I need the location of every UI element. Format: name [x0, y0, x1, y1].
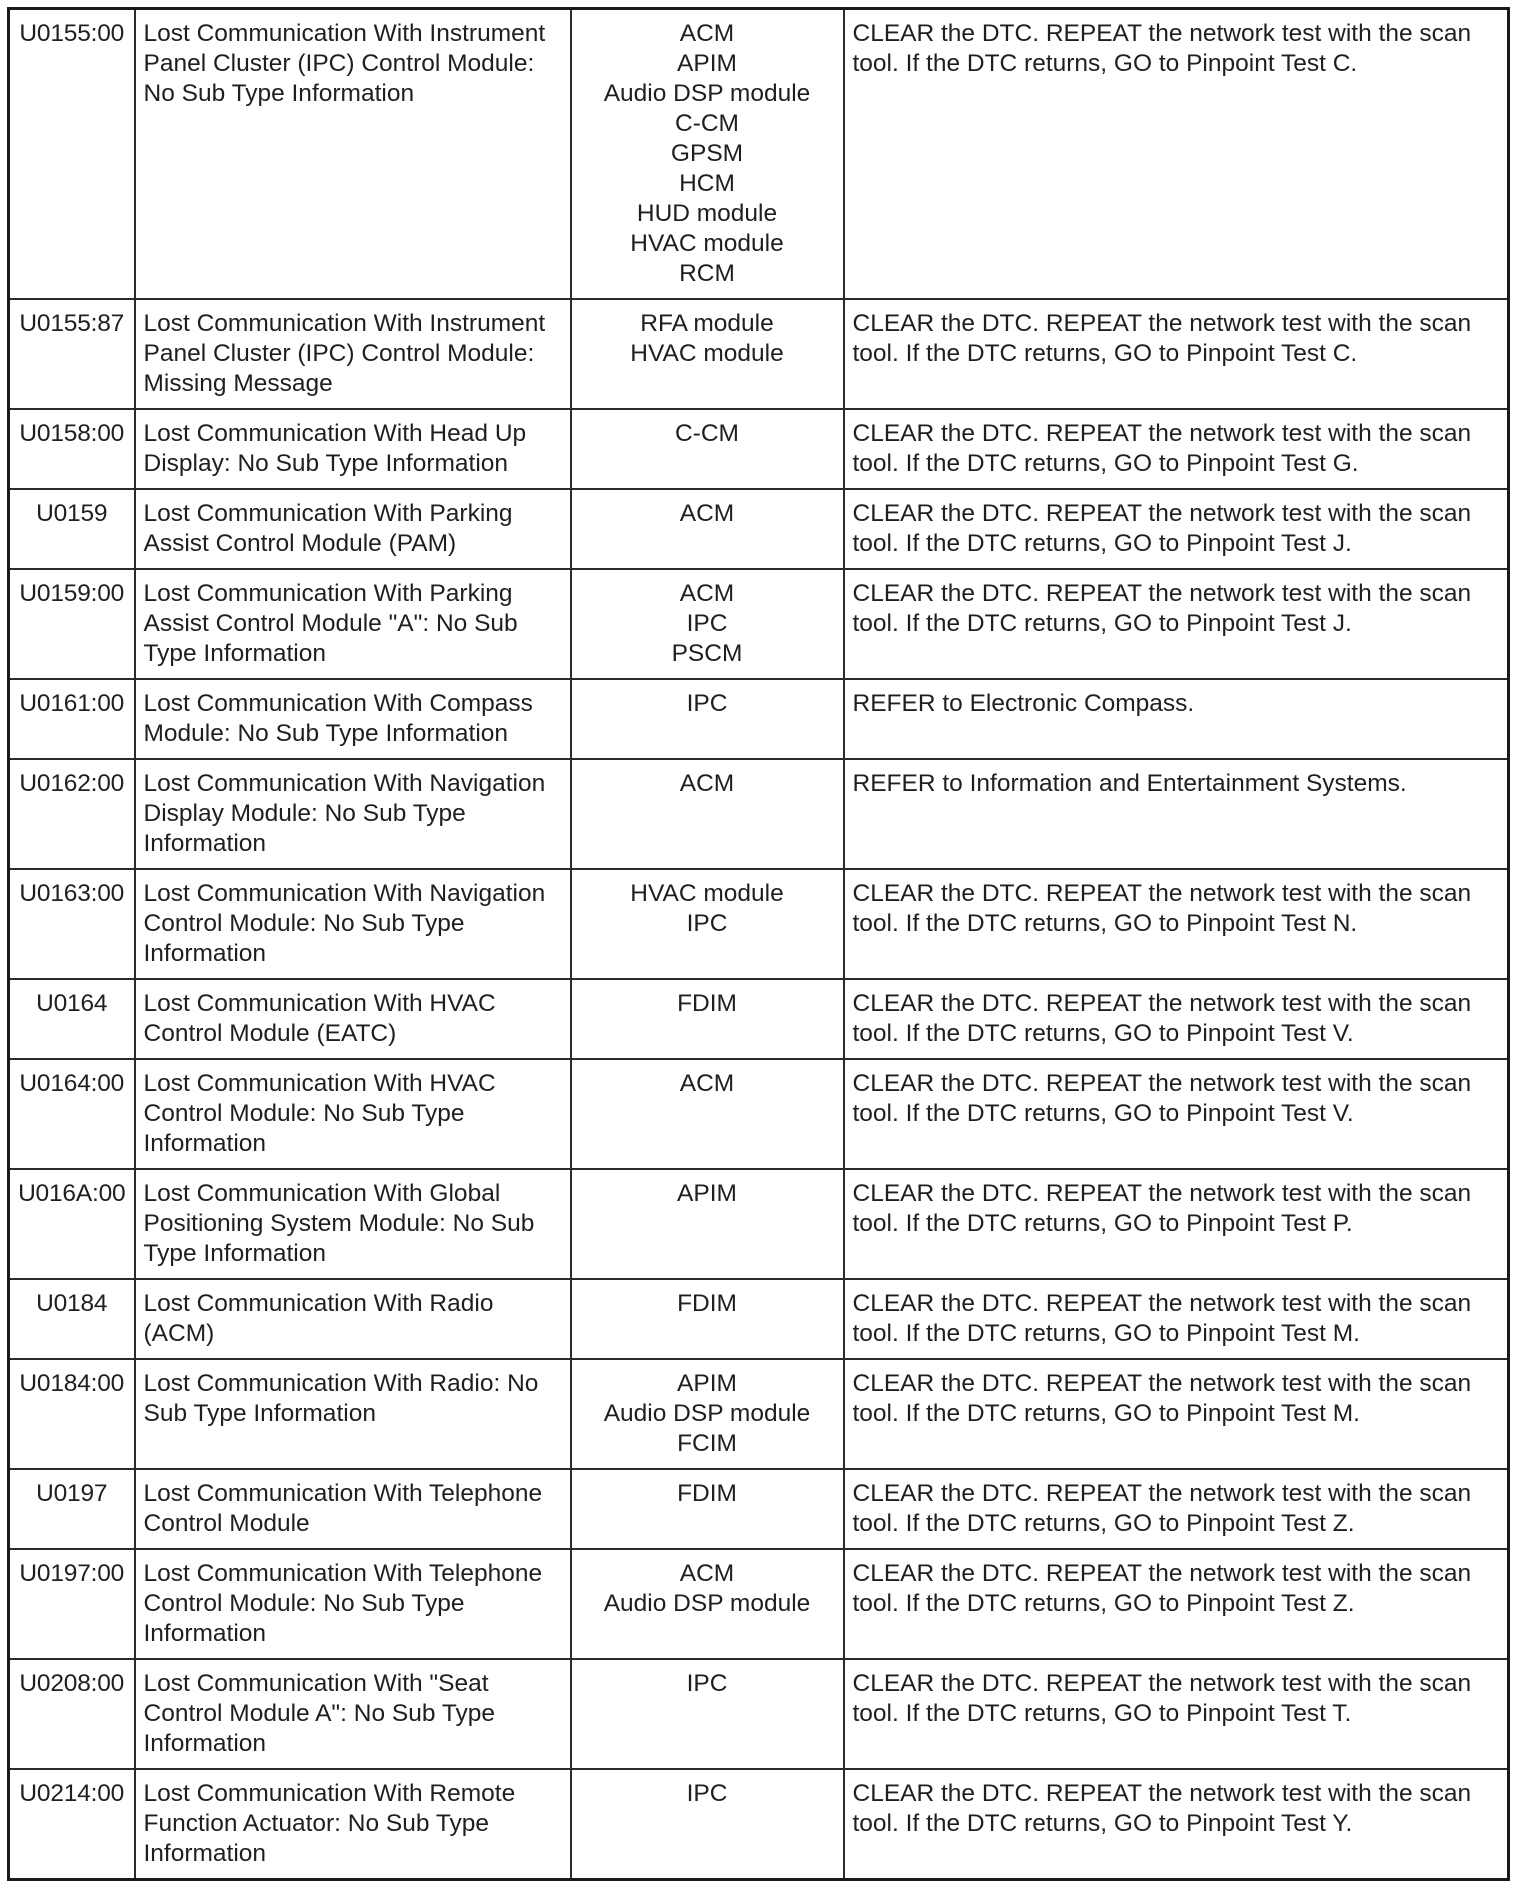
action-cell: CLEAR the DTC. REPEAT the network test with the scan tool. If the DTC returns, GO to Pinpoint Test J.	[844, 489, 1509, 569]
action-cell: CLEAR the DTC. REPEAT the network test with the scan tool. If the DTC returns, GO to Pinpoint Test C.	[844, 299, 1509, 409]
module-name: IPC	[686, 690, 728, 717]
module-name: PSCM	[671, 640, 743, 667]
module-name: ACM	[679, 500, 735, 527]
action-cell: REFER to Electronic Compass.	[844, 679, 1509, 759]
table-row	[9, 979, 1509, 1059]
action-cell: CLEAR the DTC. REPEAT the network test with the scan tool. If the DTC returns, GO to Pinpoint Test Z.	[844, 1469, 1509, 1549]
modules-cell	[571, 299, 844, 409]
action-cell: CLEAR the DTC. REPEAT the network test with the scan tool. If the DTC returns, GO to Pinpoint Test T.	[844, 1659, 1509, 1769]
module-name: FCIM	[677, 1430, 737, 1457]
dtc-description-cell: Lost Communication With Radio: No Sub Type Information	[135, 1359, 571, 1469]
action-cell: CLEAR the DTC. REPEAT the network test with the scan tool. If the DTC returns, GO to Pinpoint Test V.	[844, 1059, 1509, 1169]
module-name: APIM	[677, 50, 737, 77]
modules-cell	[571, 1659, 844, 1769]
dtc-code-cell: U0163:00	[9, 869, 135, 979]
dtc-code-cell: U0208:00	[9, 1659, 135, 1769]
table-row	[9, 9, 1509, 300]
action-cell: CLEAR the DTC. REPEAT the network test with the scan tool. If the DTC returns, GO to Pinpoint Test M.	[844, 1359, 1509, 1469]
dtc-code-cell: U0184	[9, 1279, 135, 1359]
dtc-code-cell: U0155:00	[9, 9, 135, 300]
module-name: APIM	[677, 1180, 737, 1207]
dtc-description-cell: Lost Communication With Global Positioning System Module: No Sub Type Information	[135, 1169, 571, 1279]
module-name: IPC	[686, 1780, 728, 1807]
modules-cell	[571, 1169, 844, 1279]
module-name: HVAC module	[630, 880, 784, 907]
module-name: IPC	[686, 1670, 728, 1697]
dtc-code-cell: U016A:00	[9, 1169, 135, 1279]
dtc-description-cell: Lost Communication With Parking Assist Control Module (PAM)	[135, 489, 571, 569]
modules-cell	[571, 1279, 844, 1359]
modules-cell	[571, 489, 844, 569]
action-cell: CLEAR the DTC. REPEAT the network test with the scan tool. If the DTC returns, GO to Pinpoint Test P.	[844, 1169, 1509, 1279]
modules-cell	[571, 1769, 844, 1880]
dtc-description-cell: Lost Communication With Parking Assist Control Module "A": No Sub Type Information	[135, 569, 571, 679]
action-cell: CLEAR the DTC. REPEAT the network test with the scan tool. If the DTC returns, GO to Pinpoint Test Z.	[844, 1549, 1509, 1659]
module-name: Audio DSP module	[603, 1590, 811, 1617]
module-name: ACM	[679, 770, 735, 797]
module-name: RFA module	[640, 310, 774, 337]
module-name: IPC	[686, 910, 728, 937]
modules-cell	[571, 679, 844, 759]
table-row	[9, 1659, 1509, 1769]
module-name: FDIM	[677, 1480, 737, 1507]
action-cell: CLEAR the DTC. REPEAT the network test with the scan tool. If the DTC returns, GO to Pinpoint Test J.	[844, 569, 1509, 679]
dtc-description-cell: Lost Communication With Compass Module: No Sub Type Information	[135, 679, 571, 759]
module-name: C-CM	[675, 420, 739, 447]
module-name: HCM	[679, 170, 735, 197]
dtc-code-cell: U0197	[9, 1469, 135, 1549]
modules-cell	[571, 869, 844, 979]
table-row	[9, 1469, 1509, 1549]
dtc-table	[7, 7, 1510, 1881]
table-row	[9, 1059, 1509, 1169]
dtc-code-cell: U0164	[9, 979, 135, 1059]
modules-cell	[571, 569, 844, 679]
table-row	[9, 1549, 1509, 1659]
module-name: ACM	[679, 20, 735, 47]
module-name: FDIM	[677, 1290, 737, 1317]
table-row	[9, 489, 1509, 569]
dtc-description-cell: Lost Communication With Radio (ACM)	[135, 1279, 571, 1359]
modules-cell	[571, 1549, 844, 1659]
modules-cell	[571, 1059, 844, 1169]
dtc-description-cell: Lost Communication With "Seat Control Module A": No Sub Type Information	[135, 1659, 571, 1769]
dtc-description-cell: Lost Communication With Head Up Display: No Sub Type Information	[135, 409, 571, 489]
table-row	[9, 409, 1509, 489]
module-name: RCM	[679, 260, 735, 287]
table-row	[9, 759, 1509, 869]
dtc-description-cell: Lost Communication With Remote Function Actuator: No Sub Type Information	[135, 1769, 571, 1880]
dtc-code-cell: U0155:87	[9, 299, 135, 409]
table-row	[9, 1279, 1509, 1359]
table-row	[9, 1169, 1509, 1279]
dtc-description-cell: Lost Communication With HVAC Control Module (EATC)	[135, 979, 571, 1059]
dtc-description-cell: Lost Communication With Navigation Display Module: No Sub Type Information	[135, 759, 571, 869]
modules-cell	[571, 979, 844, 1059]
modules-cell	[571, 9, 844, 300]
dtc-description-cell: Lost Communication With HVAC Control Module: No Sub Type Information	[135, 1059, 571, 1169]
module-name: ACM	[679, 580, 735, 607]
dtc-description-cell: Lost Communication With Telephone Control Module: No Sub Type Information	[135, 1549, 571, 1659]
module-name: APIM	[677, 1370, 737, 1397]
module-name: FDIM	[677, 990, 737, 1017]
action-cell: CLEAR the DTC. REPEAT the network test with the scan tool. If the DTC returns, GO to Pinpoint Test G.	[844, 409, 1509, 489]
action-cell: REFER to Information and Entertainment Systems.	[844, 759, 1509, 869]
action-cell: CLEAR the DTC. REPEAT the network test with the scan tool. If the DTC returns, GO to Pinpoint Test Y.	[844, 1769, 1509, 1880]
module-name: C-CM	[675, 110, 739, 137]
table-row	[9, 1769, 1509, 1880]
module-name: HUD module	[636, 200, 778, 227]
action-cell: CLEAR the DTC. REPEAT the network test with the scan tool. If the DTC returns, GO to Pinpoint Test N.	[844, 869, 1509, 979]
dtc-description-cell: Lost Communication With Instrument Panel Cluster (IPC) Control Module: No Sub Type Information	[135, 9, 571, 300]
dtc-code-cell: U0161:00	[9, 679, 135, 759]
table-row	[9, 869, 1509, 979]
action-cell: CLEAR the DTC. REPEAT the network test with the scan tool. If the DTC returns, GO to Pinpoint Test M.	[844, 1279, 1509, 1359]
modules-cell	[571, 409, 844, 489]
dtc-table-body	[9, 9, 1509, 1880]
dtc-description-cell: Lost Communication With Telephone Control Module	[135, 1469, 571, 1549]
dtc-code-cell: U0159	[9, 489, 135, 569]
module-name: IPC	[686, 610, 728, 637]
action-cell: CLEAR the DTC. REPEAT the network test with the scan tool. If the DTC returns, GO to Pinpoint Test V.	[844, 979, 1509, 1059]
dtc-code-cell: U0184:00	[9, 1359, 135, 1469]
table-row	[9, 679, 1509, 759]
modules-cell	[571, 1469, 844, 1549]
modules-cell	[571, 1359, 844, 1469]
action-cell: CLEAR the DTC. REPEAT the network test with the scan tool. If the DTC returns, GO to Pinpoint Test C.	[844, 9, 1509, 300]
module-name: HVAC module	[630, 230, 784, 257]
table-row	[9, 569, 1509, 679]
modules-cell	[571, 759, 844, 869]
module-name: Audio DSP module	[603, 80, 811, 107]
module-name: ACM	[679, 1560, 735, 1587]
module-name: GPSM	[670, 140, 744, 167]
dtc-code-cell: U0159:00	[9, 569, 135, 679]
module-name: Audio DSP module	[603, 1400, 811, 1427]
table-row	[9, 299, 1509, 409]
module-name: HVAC module	[630, 340, 784, 367]
dtc-code-cell: U0162:00	[9, 759, 135, 869]
dtc-code-cell: U0158:00	[9, 409, 135, 489]
dtc-description-cell: Lost Communication With Navigation Control Module: No Sub Type Information	[135, 869, 571, 979]
dtc-code-cell: U0214:00	[9, 1769, 135, 1880]
module-name: ACM	[679, 1070, 735, 1097]
dtc-description-cell: Lost Communication With Instrument Panel Cluster (IPC) Control Module: Missing Message	[135, 299, 571, 409]
dtc-code-cell: U0197:00	[9, 1549, 135, 1659]
dtc-code-cell: U0164:00	[9, 1059, 135, 1169]
table-row	[9, 1359, 1509, 1469]
